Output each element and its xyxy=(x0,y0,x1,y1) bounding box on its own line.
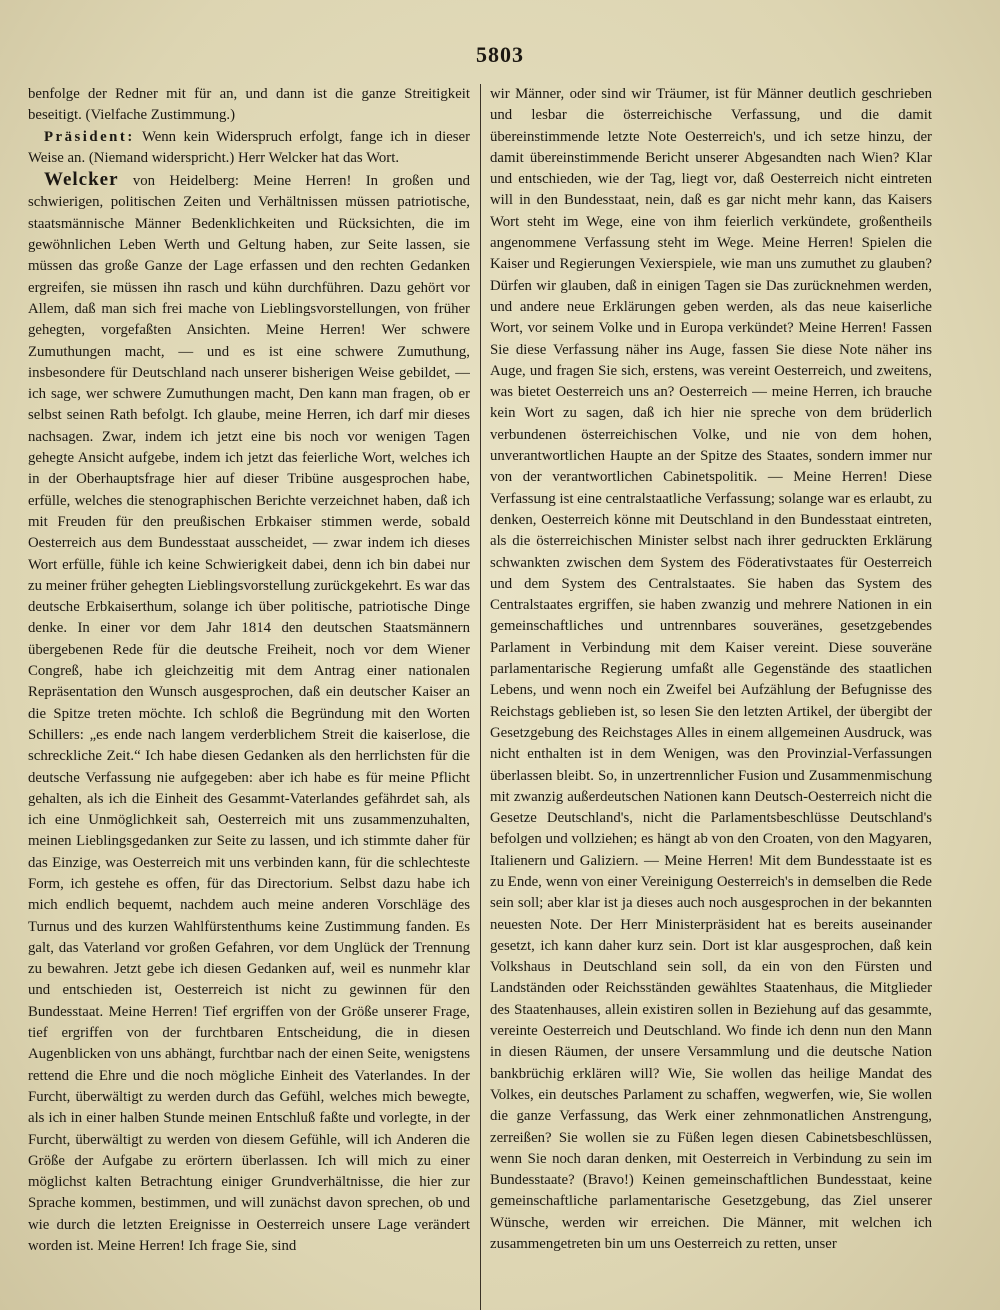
speaker-president: Präsident: xyxy=(44,128,135,145)
left-paragraph-2-text: Wenn kein Widerspruch erfolgt, fange ich in dieser Weise an. (Niemand widerspricht.) Herr Welcker hat das Wort. xyxy=(28,128,470,166)
right-paragraph-1: wir Männer, oder sind wir Träumer, ist für Männer deutlich geschrieben und lesbar die österreichische Verfassung, und die damit übereinstimmende letzte Note Oesterreich's, und ich setze hinzu, der damit übereinstimmende Bericht unserer Abgesandten nach Wien? Klar und entschieden, wie der Tag, liegt vor, daß Oesterreich nicht eintreten will in den Bundesstaat, nein, daß es gar nicht mehr kann, das Kaisers Wort steht im Wege, eine von ihm feierlich verkündete, großentheils angenommene Verfassung steht im Wege. Meine Herren! Spielen die Kaiser und Regierungen Vexierspiele, wie man uns zumuthet zu glauben? Dürfen wir glauben, daß in einigen Tagen sie Das zurücknehmen werden, und andere neue Erklärungen geben werden, als das neue kaiserliche Wort, vor seinem Volke und in Europa verkündet? Meine Herren! Fassen Sie diese Verfassung näher ins Auge, fassen Sie diese Note näher ins Auge, und fragen Sie sich, erstens, was vereint Oesterreich, und zweitens, was bietet Oesterreich uns an? Oesterreich — meine Herren, ich brauche kein Wort zu sagen, daß ich hier nie spreche von dem brüderlich verbundenen österreichischen Volke, und nie von dem hohen, unverantwortlichen Haupte an der Spitze des Staates, sondern immer nur von der verantwortlichen Cabinetspolitik. — Meine Herren! Diese Verfassung ist eine centralstaatliche Verfassung; solange war es erlaubt, zu denken, Oesterreich könne mit Deutschland in den Bundesstaat eintreten, als die österreichischen Minister selbst nach ihrer gedruckten Erklärung schwankten zwischen dem System des Föderativstaates für Oesterreich und dem System des Centralstaates. Sie haben das System des Centralstaates ergriffen, sie haben zwanzig und mehrere Nationen in ein gemeinschaftliches und untrennbares souveränes, gesetzgebendes Parlament in Verbindung mit dem Kaiser vereint. Diese souveräne parlamentarische Regierung umfaßt alle Gegenstände des staatlichen Lebens, und wenn noch ein Zweifel bei Aufzählung der Befugnisse des Reichstags geblieben ist, so lesen Sie den letzten Artikel, der übergibt der Gesetzgebung des Reichstages Alles in einem allgemeinen Ausdruck, was nicht enthalten ist in dem Wenigen, was den Provinzial-Verfassungen überlassen bleibt. So, in unzertrennlicher Fusion und Zusammenmischung mit zwanzig außerdeutschen Nationen kann Deutsch-Oesterreich nicht die Gesetze Deutschland's, nicht die Parlamentsbeschlüsse Deutschland's befolgen und vollziehen; es hängt ab von den Croaten, von den Magyaren, Italienern und Galiziern. — Meine Herren! Mit dem Bundesstaate ist es zu Ende, wenn von einer Vereinigung Oesterreich's in demselben die Rede sein soll; aber klar ist ja dieses auch noch ausgesprochen in der bekannten neuesten Note. Der Herr Ministerpräsident hat es bereits auseinander gesetzt, ich kann daher kurz sein. Dort ist klar ausgesprochen, daß kein Volkshaus in Deutschland sein soll, da ein von den Fürsten und Landständen oder Reichsständen gewähltes Staatenhaus, die Mitglieder des Staatenhauses, allein existiren sollen in Beziehung auf das gesammte, vereinte Oesterreich und Deutschland. Wo finde ich denn nun den Mann in diesen Räumen, der unsere Versammlung und die deutsche Nation bankbrüchig erklären will? Wie, Sie wollen das heilige Mandat des Volkes, ein deutsches Parlament zu schaffen, wegwerfen, wie, Sie wollen die ganze Verfassung, das Werk einer zehnmonatlichen Anstrengung, zerreißen? Sie wollen sie zu Füßen legen diesen Cabinetsbeschlüssen, wenn Sie noch daran denken, mit Oesterreich in Verbindung zu sein im Bundesstaate? (Bravo!) Keinen gemeinschaftlichen Bundesstaat, keine gemeinschaftliche parlamentarische Gesetzgebung, das Ziel unserer Wünsche, werden wir erreichen. Die Männer, mit welchen ich zusammengetreten bin um uns Oesterreich zu retten, unser xyxy=(490,86,932,1253)
right-column xyxy=(490,84,932,1296)
left-column xyxy=(28,84,470,1296)
left-paragraph-3-text: von Heidelberg: Meine Herren! In großen und schwierigen, politischen Zeiten und Verhältnissen müssen patriotische, staatsmännische Männer Bedenklichkeiten und Rücksichten, die im gewöhnlichen Leben Werth und Geltung haben, zur Seite lassen, sie müssen das große Ganze der Lage erfassen und den rechten Gedanken ergreifen, sie müssen ihn rasch und kühn durchführen. Dazu gehört vor Allem, daß man sich frei mache von Lieblingsvorstellungen, von früher gehegten, vorgefaßten Ansichten. Meine Herren! Wer schwere Zumuthungen macht, — und es ist eine schwere Zumuthung, insbesondere für Deutschland nach unserer bisherigen Weise gebildet, — ich sage, wer schwere Zumuthungen macht, Den kann man fragen, ob er selbst seinen Rath befolgt. Ich glaube, meine Herren, ich darf mir dieses nachsagen. Zwar, indem ich jetzt eine bis noch vor wenigen Tagen gehegte Ansicht aufgebe, indem ich jetzt das feierliche Wort, welches ich in der Oberhauptsfrage hier auf dieser Tribüne ausgesprochen habe, erfülle, welches die stenographischen Berichte verzeichnet haben, daß ich mit Freuden für den preußischen Erbkaiser stimmen werde, sobald Oesterreich aus dem Bundesstaat ausscheidet, — zwar indem ich dieses Wort erfülle, fühle ich keine Schwierigkeit dabei, denn ich bin dabei nur zu meiner früher gehegten Lieblingsvorstellung zurückgekehrt. Es war das deutsche Erbkaiserthum, solange ich über politische, patriotische Dinge denke. In einer vor dem Jahr 1814 den deutschen Staatsmännern übergebenen Rede für die deutsche Freiheit, noch vor dem Wiener Congreß, habe ich gleichzeitig mit dem Antrag einer nationalen Repräsentation den Wunsch ausgesprochen, daß ein deutscher Kaiser an die Spitze treten möchte. Ich schloß die Begründung mit den Worten Schillers: „es ende nach langem verderblichem Streit die kaiserlose, die schreckliche Zeit.“ Ich habe diesen Gedanken als den herrlichsten für die deutsche Verfassung nie aufgegeben: aber ich habe es für meine Pflicht gehalten, als ich die Einheit des Gesammt-Vaterlandes gefährdet sah, als ich eine Unmöglichkeit sah, Oesterreich mit uns zusammenzuhalten, meinen Lieblingsgedanken zur Seite zu lassen, und ich stimmte daher für das Einzige, was Oesterreich mit uns verbinden kann, für die schlechteste Form, ich gestehe es offen, für das Directorium. Selbst dazu habe ich mich endlich bequemt, nachdem auch meine anderen Vorschläge des Turnus und des kurzen Wahlfürstenthums keine Zustimmung fanden. Es galt, das Vaterland vor großen Gefahren, vor dem Unglück der Trennung zu bewahren. Jetzt gebe ich diesen Gedanken auf, weil es nunmehr klar und entschieden ist, Oesterreich ist nicht zu gewinnen für den Bundesstaat. Meine Herren! Tief ergriffen von der Größe unserer Frage, tief ergriffen von der furchtbaren Entscheidung, die in diesen Augenblicken von uns abhängt, furchtbar nach der einen Seite, wenigstens rettend die Ehre und die noch mögliche Einheit des Vaterlandes. In der Furcht, überwältigt zu werden durch das Gefühl, welches mich bewegte, als ich in einer halben Stunde meinen Entschluß faßte und vorlegte, in der Furcht, überwältigt zu werden von diesem Gefühle, will ich Anderen die Größe der Aufgabe zu erörtern überlassen. Ich will mich zu einer möglichst kalten Betrachtung einiger Grundverhältnisse, die hier zur Sprache kommen, bestimmen, und will zunächst davon sprechen, ob und wie durch die letzten Ereignisse in Oesterreich unsere Lage verändert worden ist. Meine Herren! Ich frage Sie, sind xyxy=(28,173,470,1255)
column-divider xyxy=(480,84,481,1310)
left-paragraph-2 xyxy=(28,127,470,170)
left-paragraph-3 xyxy=(28,169,470,1257)
speaker-welcker: Welcker xyxy=(44,169,119,191)
page-number: 5803 xyxy=(476,42,524,67)
left-paragraph-1: benfolge der Redner mit für an, und dann ist die ganze Streitigkeit beseitigt. (Vielfache Zustimmung.) xyxy=(28,86,470,124)
